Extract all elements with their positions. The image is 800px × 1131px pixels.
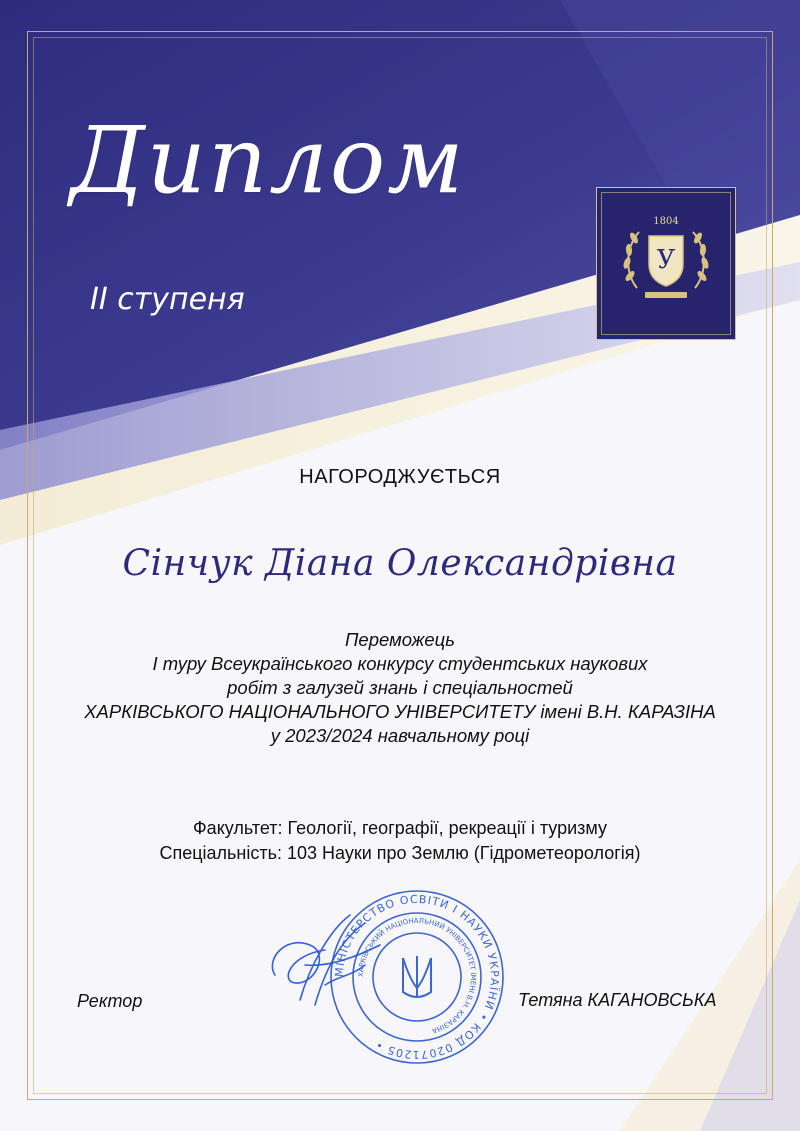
faculty-line: Факультет: Геології, географії, рекреації і туризму <box>193 818 607 838</box>
laurel-wreath-icon <box>597 188 735 339</box>
rector-name: Тетяна КАГАНОВСЬКА <box>518 990 717 1010</box>
citation-text <box>0 628 800 748</box>
rector-signature <box>255 905 395 1015</box>
stamp-outer-text: МІНІСТЕРСТВО ОСВІТИ І НАУКИ УКРАЇНИ • КОД 02071205 • <box>332 892 502 1062</box>
citation-line: Переможець <box>345 629 455 650</box>
recipient-name: Сінчук Діана Олександрівна <box>122 543 678 584</box>
stamp-inner-text: ХАРКІВСЬКИЙ НАЦІОНАЛЬНИЙ УНІВЕРСИТЕТ ІМЕНІ В.Н. КАРАЗІНА <box>356 916 478 1035</box>
citation-line: І туру Всеукраїнського конкурсу студентських наукових <box>152 653 648 674</box>
trident-icon <box>403 956 431 997</box>
citation-line: у 2023/2024 навчальному році <box>270 725 530 746</box>
university-emblem <box>596 187 736 340</box>
specialty-line: Спеціальність: 103 Науки про Землю (Гідрометеорологія) <box>159 843 641 863</box>
awarded-heading: НАГОРОДЖУЄТЬСЯ <box>299 466 501 488</box>
diploma-degree: II ступеня <box>90 282 245 317</box>
rector-label: Ректор <box>77 991 143 1011</box>
citation-line: ХАРКІВСЬКОГО НАЦІОНАЛЬНОГО УНІВЕРСИТЕТУ імені В.Н. КАРАЗІНА <box>84 701 716 722</box>
diploma-title: Диплом <box>70 107 466 214</box>
emblem-year: 1804 <box>653 216 679 227</box>
study-details <box>0 816 800 866</box>
emblem-letter: У <box>656 245 676 275</box>
citation-line: робіт з галузей знань і спеціальностей <box>227 677 573 698</box>
